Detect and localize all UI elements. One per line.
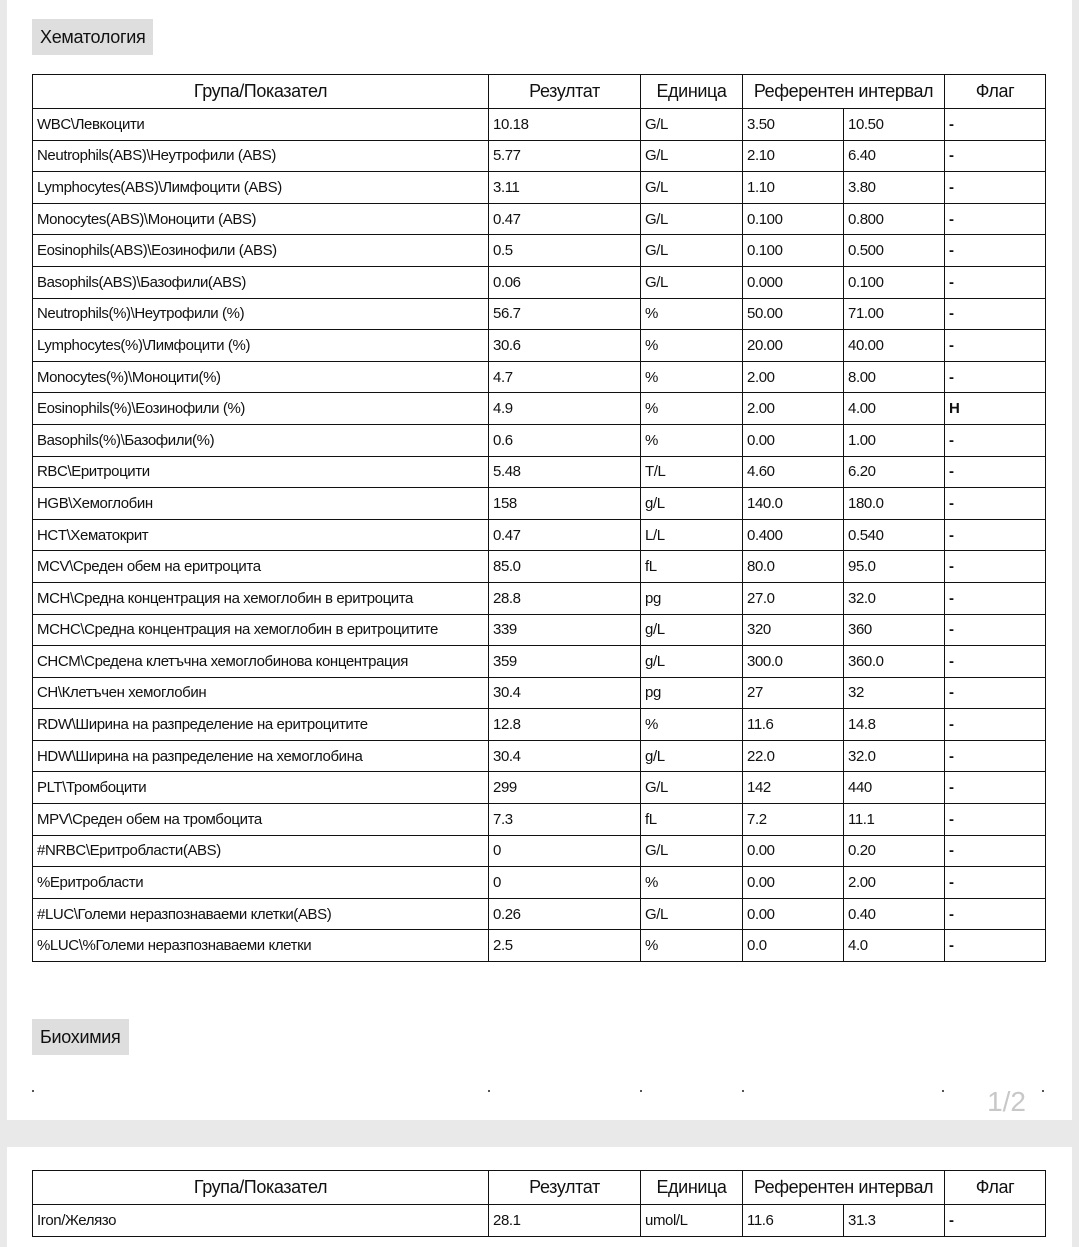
cell-unit: % <box>641 298 743 330</box>
cell-flag: - <box>945 109 1046 141</box>
table-header-row <box>33 75 1046 109</box>
cell-ref-low: 1.10 <box>743 172 844 204</box>
table-row <box>33 456 1046 488</box>
cell-parameter: PLT\Тромбоцити <box>33 772 489 804</box>
cell-ref-low: 0.100 <box>743 203 844 235</box>
cell-ref-low: 0.00 <box>743 898 844 930</box>
header-unit: Единица <box>641 75 743 109</box>
cell-ref-high: 40.00 <box>844 330 945 362</box>
cell-parameter: CHCM\Средена клетъчна хемоглобинова концентрация <box>33 646 489 678</box>
cell-result: 28.1 <box>489 1205 641 1237</box>
cell-result: 0.26 <box>489 898 641 930</box>
cell-flag: - <box>945 235 1046 267</box>
cell-unit: G/L <box>641 203 743 235</box>
table-row <box>33 330 1046 362</box>
cell-flag: - <box>945 677 1046 709</box>
table-row <box>33 519 1046 551</box>
table-row <box>33 804 1046 836</box>
table-row <box>33 203 1046 235</box>
cell-parameter: HDW\Ширина на разпределение на хемоглобина <box>33 740 489 772</box>
cell-result: 7.3 <box>489 804 641 836</box>
cell-ref-low: 0.00 <box>743 867 844 899</box>
cell-parameter: %LUC\%Големи неразпознаваеми клетки <box>33 930 489 962</box>
cell-flag: - <box>945 898 1046 930</box>
table-row <box>33 740 1046 772</box>
table-row <box>33 898 1046 930</box>
cell-parameter: MCH\Средна концентрация на хемоглобин в еритроцита <box>33 582 489 614</box>
cell-result: 28.8 <box>489 582 641 614</box>
cell-ref-low: 0.100 <box>743 235 844 267</box>
cell-unit: fL <box>641 551 743 583</box>
header-flag: Флаг <box>945 75 1046 109</box>
cell-parameter: #LUC\Големи неразпознаваеми клетки(ABS) <box>33 898 489 930</box>
cell-result: 30.4 <box>489 740 641 772</box>
table-row <box>33 235 1046 267</box>
cell-result: 5.77 <box>489 140 641 172</box>
cell-ref-low: 2.00 <box>743 393 844 425</box>
cell-unit: % <box>641 930 743 962</box>
cell-parameter: Basophils(ABS)\Базофили(ABS) <box>33 266 489 298</box>
cell-flag: - <box>945 614 1046 646</box>
cell-unit: pg <box>641 582 743 614</box>
cell-ref-high: 32 <box>844 677 945 709</box>
cell-flag: - <box>945 361 1046 393</box>
cell-ref-low: 11.6 <box>743 1205 844 1237</box>
cell-ref-low: 80.0 <box>743 551 844 583</box>
cell-flag: - <box>945 551 1046 583</box>
cell-result: 0.47 <box>489 519 641 551</box>
cell-ref-low: 4.60 <box>743 456 844 488</box>
cell-result: 359 <box>489 646 641 678</box>
cell-ref-high: 6.40 <box>844 140 945 172</box>
cell-ref-high: 11.1 <box>844 804 945 836</box>
cell-ref-low: 0.00 <box>743 424 844 456</box>
cell-ref-low: 0.0 <box>743 930 844 962</box>
cell-unit: % <box>641 361 743 393</box>
cell-parameter: Monocytes(%)\Моноцити(%) <box>33 361 489 393</box>
header-reference-interval: Референтен интервал <box>743 1171 945 1205</box>
cell-parameter: HGB\Хемоглобин <box>33 488 489 520</box>
cell-unit: G/L <box>641 140 743 172</box>
cell-ref-high: 4.0 <box>844 930 945 962</box>
cell-flag: - <box>945 172 1046 204</box>
table-row <box>33 930 1046 962</box>
cell-ref-high: 0.800 <box>844 203 945 235</box>
cell-ref-low: 300.0 <box>743 646 844 678</box>
cell-flag: - <box>945 488 1046 520</box>
cell-unit: g/L <box>641 646 743 678</box>
cell-flag: H <box>945 393 1046 425</box>
cell-parameter: #NRBC\Еритробласти(ABS) <box>33 835 489 867</box>
table-row <box>33 393 1046 425</box>
cell-unit: G/L <box>641 235 743 267</box>
cell-flag: - <box>945 867 1046 899</box>
cell-flag: - <box>945 582 1046 614</box>
cell-ref-high: 0.100 <box>844 266 945 298</box>
cell-parameter: Iron/Желязо <box>33 1205 489 1237</box>
cell-flag: - <box>945 930 1046 962</box>
table-row <box>33 677 1046 709</box>
cell-unit: G/L <box>641 772 743 804</box>
cell-unit: fL <box>641 804 743 836</box>
header-result: Резултат <box>489 75 641 109</box>
cell-result: 2.5 <box>489 930 641 962</box>
cell-flag: - <box>945 266 1046 298</box>
biochemistry-table <box>32 1170 1046 1237</box>
header-group: Група/Показател <box>33 1171 489 1205</box>
cell-ref-low: 0.400 <box>743 519 844 551</box>
cell-unit: T/L <box>641 456 743 488</box>
table-row <box>33 772 1046 804</box>
cell-result: 10.18 <box>489 109 641 141</box>
table-row <box>33 835 1046 867</box>
cell-unit: g/L <box>641 614 743 646</box>
cell-ref-high: 1.00 <box>844 424 945 456</box>
table-row <box>33 140 1046 172</box>
cell-flag: - <box>945 646 1046 678</box>
cell-ref-high: 31.3 <box>844 1205 945 1237</box>
table-row <box>33 361 1046 393</box>
cell-flag: - <box>945 740 1046 772</box>
cell-flag: - <box>945 772 1046 804</box>
cell-ref-low: 2.00 <box>743 361 844 393</box>
cell-result: 4.9 <box>489 393 641 425</box>
section-title-hematology: Хематология <box>32 19 153 55</box>
cell-parameter: RBC\Еритроцити <box>33 456 489 488</box>
cell-result: 0 <box>489 867 641 899</box>
cell-ref-low: 0.00 <box>743 835 844 867</box>
cell-result: 0.6 <box>489 424 641 456</box>
cell-ref-high: 0.40 <box>844 898 945 930</box>
cell-parameter: WBC\Левкоцити <box>33 109 489 141</box>
cell-ref-low: 20.00 <box>743 330 844 362</box>
cell-unit: L/L <box>641 519 743 551</box>
cell-ref-low: 27 <box>743 677 844 709</box>
table-row <box>33 582 1046 614</box>
cell-result: 299 <box>489 772 641 804</box>
cell-flag: - <box>945 298 1046 330</box>
cell-ref-high: 2.00 <box>844 867 945 899</box>
cell-ref-high: 440 <box>844 772 945 804</box>
header-unit: Единица <box>641 1171 743 1205</box>
cell-result: 30.4 <box>489 677 641 709</box>
cell-ref-low: 50.00 <box>743 298 844 330</box>
cell-parameter: MCV\Среден обем на еритроцита <box>33 551 489 583</box>
cell-ref-high: 3.80 <box>844 172 945 204</box>
cell-parameter: Eosinophils(ABS)\Еозинофили (ABS) <box>33 235 489 267</box>
cell-parameter: HCT\Хематокрит <box>33 519 489 551</box>
report-page-2 <box>7 1147 1072 1247</box>
header-reference-interval: Референтен интервал <box>743 75 945 109</box>
table-row <box>33 424 1046 456</box>
cell-ref-high: 6.20 <box>844 456 945 488</box>
cell-ref-low: 22.0 <box>743 740 844 772</box>
cell-unit: G/L <box>641 109 743 141</box>
cell-ref-high: 0.500 <box>844 235 945 267</box>
cell-ref-high: 180.0 <box>844 488 945 520</box>
cell-parameter: Neutrophils(%)\Неутрофили (%) <box>33 298 489 330</box>
cell-result: 339 <box>489 614 641 646</box>
cell-flag: - <box>945 330 1046 362</box>
table-row <box>33 172 1046 204</box>
cell-flag: - <box>945 424 1046 456</box>
cell-ref-low: 0.000 <box>743 266 844 298</box>
cell-parameter: Monocytes(ABS)\Моноцити (ABS) <box>33 203 489 235</box>
cell-ref-low: 140.0 <box>743 488 844 520</box>
cell-result: 0.47 <box>489 203 641 235</box>
cell-ref-high: 0.540 <box>844 519 945 551</box>
cell-unit: G/L <box>641 835 743 867</box>
page-indicator: 1/2 <box>987 1086 1026 1117</box>
cell-flag: - <box>945 709 1046 741</box>
header-flag: Флаг <box>945 1171 1046 1205</box>
cell-unit: % <box>641 867 743 899</box>
table-row <box>33 551 1046 583</box>
cell-ref-high: 71.00 <box>844 298 945 330</box>
cell-unit: % <box>641 709 743 741</box>
cell-ref-high: 10.50 <box>844 109 945 141</box>
cell-unit: G/L <box>641 898 743 930</box>
cell-parameter: Lymphocytes(ABS)\Лимфоцити (ABS) <box>33 172 489 204</box>
table-row <box>33 298 1046 330</box>
cell-ref-high: 14.8 <box>844 709 945 741</box>
cell-ref-low: 142 <box>743 772 844 804</box>
cell-flag: - <box>945 203 1046 235</box>
table-row <box>33 709 1046 741</box>
cell-parameter: RDW\Ширина на разпределение на еритроцитите <box>33 709 489 741</box>
cell-result: 0.06 <box>489 266 641 298</box>
hematology-table <box>32 74 1046 962</box>
cell-flag: - <box>945 835 1046 867</box>
cell-ref-high: 4.00 <box>844 393 945 425</box>
cell-parameter: Eosinophils(%)\Еозинофили (%) <box>33 393 489 425</box>
cell-parameter: MPV\Среден обем на тромбоцита <box>33 804 489 836</box>
cell-ref-low: 11.6 <box>743 709 844 741</box>
table-row <box>33 614 1046 646</box>
cell-ref-high: 32.0 <box>844 582 945 614</box>
cell-ref-low: 27.0 <box>743 582 844 614</box>
page-break-dots <box>7 1090 1072 1102</box>
cell-result: 5.48 <box>489 456 641 488</box>
cell-unit: % <box>641 424 743 456</box>
cell-unit: g/L <box>641 740 743 772</box>
cell-flag: - <box>945 140 1046 172</box>
header-group: Група/Показател <box>33 75 489 109</box>
cell-parameter: CH\Клетъчен хемоглобин <box>33 677 489 709</box>
cell-result: 30.6 <box>489 330 641 362</box>
cell-result: 0.5 <box>489 235 641 267</box>
cell-ref-high: 95.0 <box>844 551 945 583</box>
cell-ref-high: 360 <box>844 614 945 646</box>
cell-result: 85.0 <box>489 551 641 583</box>
cell-ref-high: 32.0 <box>844 740 945 772</box>
section-title-biochemistry: Биохимия <box>32 1019 129 1055</box>
table-row <box>33 488 1046 520</box>
header-result: Резултат <box>489 1171 641 1205</box>
table-row <box>33 646 1046 678</box>
cell-result: 12.8 <box>489 709 641 741</box>
cell-ref-low: 320 <box>743 614 844 646</box>
cell-parameter: Basophils(%)\Базофили(%) <box>33 424 489 456</box>
cell-parameter: Lymphocytes(%)\Лимфоцити (%) <box>33 330 489 362</box>
cell-flag: - <box>945 804 1046 836</box>
table-row <box>33 109 1046 141</box>
cell-parameter: Neutrophils(ABS)\Неутрофили (ABS) <box>33 140 489 172</box>
table-header-row <box>33 1171 1046 1205</box>
table-row <box>33 1205 1046 1237</box>
cell-unit: umol/L <box>641 1205 743 1237</box>
cell-result: 158 <box>489 488 641 520</box>
cell-flag: - <box>945 519 1046 551</box>
cell-ref-low: 7.2 <box>743 804 844 836</box>
table-row <box>33 266 1046 298</box>
cell-unit: G/L <box>641 172 743 204</box>
cell-ref-low: 3.50 <box>743 109 844 141</box>
cell-unit: g/L <box>641 488 743 520</box>
cell-unit: pg <box>641 677 743 709</box>
cell-result: 56.7 <box>489 298 641 330</box>
cell-ref-low: 2.10 <box>743 140 844 172</box>
cell-parameter: MCHC\Средна концентрация на хемоглобин в еритроцитите <box>33 614 489 646</box>
cell-result: 0 <box>489 835 641 867</box>
cell-unit: % <box>641 330 743 362</box>
cell-unit: % <box>641 393 743 425</box>
cell-unit: G/L <box>641 266 743 298</box>
cell-result: 4.7 <box>489 361 641 393</box>
cell-ref-high: 360.0 <box>844 646 945 678</box>
cell-parameter: %Еритробласти <box>33 867 489 899</box>
cell-result: 3.11 <box>489 172 641 204</box>
table-row <box>33 867 1046 899</box>
cell-ref-high: 8.00 <box>844 361 945 393</box>
cell-ref-high: 0.20 <box>844 835 945 867</box>
cell-flag: - <box>945 456 1046 488</box>
report-page-1 <box>7 0 1072 1120</box>
cell-flag: - <box>945 1205 1046 1237</box>
